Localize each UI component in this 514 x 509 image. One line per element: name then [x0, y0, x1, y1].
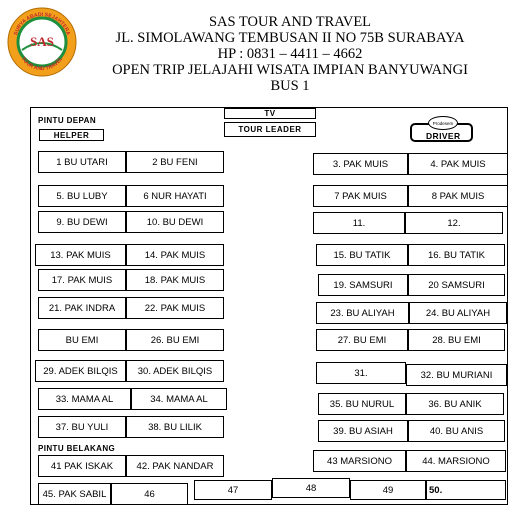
- seat-47: 47: [194, 480, 272, 500]
- seat-22: 22. PAK MUIS: [126, 297, 224, 319]
- logo-bottom-text: TOUR AND TRAVEL: [19, 56, 65, 73]
- seat-2: 2 BU FENI: [126, 151, 224, 173]
- seat-50: 50.: [426, 480, 506, 500]
- seat-13: 13. PAK MUIS: [35, 244, 126, 266]
- seat-15: 15. BU TATIK: [316, 244, 408, 266]
- company-name: SAS TOUR AND TRAVEL: [208, 14, 372, 30]
- sas-logo: [6, 6, 78, 78]
- seat-26: 26. BU EMI: [126, 329, 224, 351]
- seat-17: 17. PAK MUIS: [38, 269, 126, 291]
- company-address: JL. SIMOLAWANG TEMBUSAN II NO 75B SURABAYA: [115, 30, 465, 46]
- seat-3: 3. PAK MUIS: [313, 153, 408, 175]
- seat-7: 7 PAK MUIS: [313, 185, 408, 207]
- seat-11: 11.: [313, 212, 405, 234]
- seat-36: 36. BU ANIK: [406, 393, 504, 415]
- seat-14: 14. PAK MUIS: [126, 244, 224, 266]
- front-door-label: PINTU DEPAN: [38, 116, 97, 125]
- seat-48: 48: [272, 478, 350, 498]
- seat-16: 16. BU TATIK: [408, 244, 505, 266]
- seat-46: 46: [111, 483, 188, 505]
- seat-34: 34. MAMA AL: [131, 388, 227, 410]
- driver-label: DRIVER: [426, 131, 461, 141]
- seat-41: 41 PAK ISKAK: [38, 455, 126, 477]
- seat-25: BU EMI: [38, 329, 126, 351]
- logo-top-text: SURYA ABADI SEJAHTERA: [12, 11, 72, 37]
- seat-27: 27. BU EMI: [316, 329, 408, 351]
- seat-45: 45. PAK SABIL: [38, 483, 111, 505]
- seat-35: 35. BU NURUL: [318, 393, 406, 415]
- seat-12: 12.: [405, 212, 503, 234]
- seat-21: 21. PAK INDRA: [38, 297, 126, 319]
- seat-38: 38. BU LILIK: [126, 416, 224, 438]
- seat-29: 29. ADEK BILQIS: [35, 360, 126, 382]
- seat-28: 28. BU EMI: [408, 329, 505, 351]
- helper-box: HELPER: [39, 129, 104, 141]
- seat-9: 9. BU DEWI: [38, 211, 126, 233]
- seat-4: 4. PAK MUIS: [408, 153, 508, 175]
- seat-39: 39. BU ASIAH: [318, 420, 408, 442]
- seat-8: 8 PAK MUIS: [408, 185, 508, 207]
- seat-43: 43 MARSIONO: [313, 450, 406, 472]
- seat-24: 24. BU ALIYAH: [409, 302, 507, 324]
- seat-20: 20 SAMSURI: [408, 274, 505, 296]
- company-phone: HP : 0831 – 4411 – 4662: [217, 46, 363, 62]
- seat-32: 32. BU MURIANI: [406, 364, 507, 386]
- seat-30: 30. ADEK BILQIS: [126, 360, 224, 382]
- seat-10: 10. BU DEWI: [126, 211, 224, 233]
- tv-box: TV: [224, 108, 316, 119]
- seat-23: 23. BU ALIYAH: [316, 302, 409, 324]
- seat-33: 33. MAMA AL: [38, 388, 131, 410]
- steering-wheel: Prodesem: [428, 116, 458, 130]
- seat-6: 6 NUR HAYATI: [126, 185, 224, 207]
- seat-49: 49: [350, 480, 426, 500]
- bus-number: BUS 1: [270, 78, 310, 94]
- seat-40: 40. BU ANIS: [408, 420, 505, 442]
- seat-1: 1 BU UTARI: [38, 151, 126, 173]
- rear-door-label: PINTU BELAKANG: [38, 444, 116, 453]
- seat-44: 44. MARSIONO: [406, 450, 506, 472]
- tour-leader-box: TOUR LEADER: [224, 122, 316, 137]
- seat-5: 5. BU LUBY: [38, 185, 126, 207]
- seat-19: 19. SAMSURI: [318, 274, 408, 296]
- trip-title: OPEN TRIP JELAJAHI WISATA IMPIAN BANYUWANGI: [112, 62, 468, 78]
- seat-37: 37. BU YULI: [38, 416, 126, 438]
- seat-18: 18. PAK MUIS: [126, 269, 224, 291]
- seat-42: 42. PAK NANDAR: [126, 455, 224, 477]
- seat-31: 31.: [316, 362, 406, 384]
- logo-center-text: SAS: [30, 34, 54, 49]
